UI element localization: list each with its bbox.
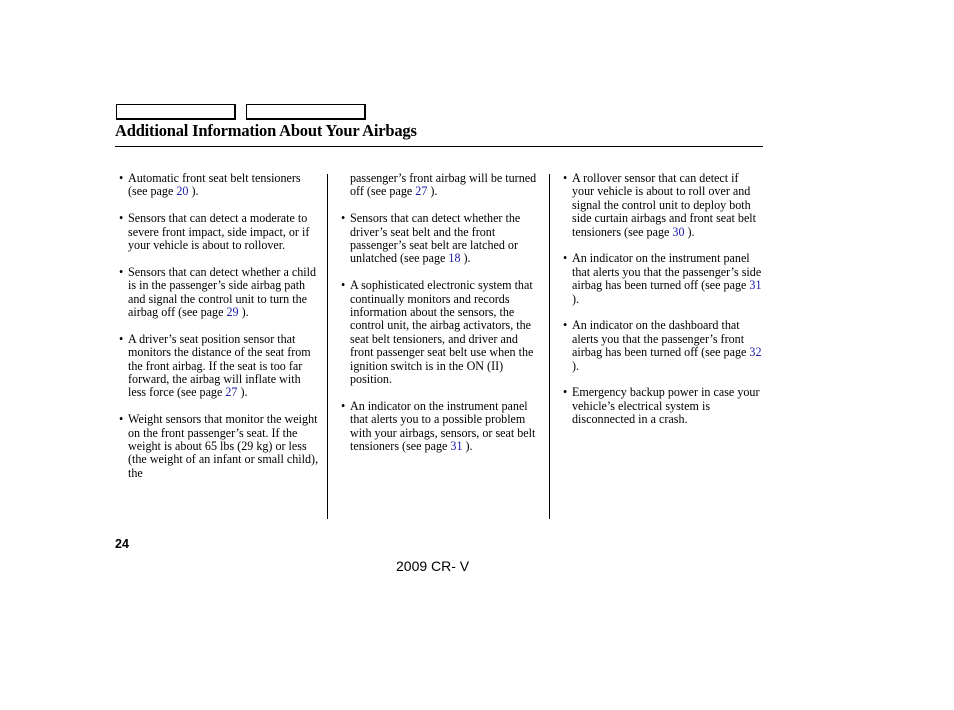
text-column-3 [563,172,763,440]
bullet: • [119,331,124,346]
text-column-2 [341,172,541,467]
page-link[interactable]: 27 [415,184,428,199]
bullet: • [563,318,568,333]
previous-page-button[interactable] [116,104,236,120]
page-link[interactable]: 29 [226,305,239,320]
list-item-continued: passenger’s front airbag will be turned off (see page 27 ). [350,171,537,199]
list-item: • An indicator on the dashboard that alerts you that the passenger’s front airbag has been turned off (see page 32 ). [563,318,762,373]
bullet: • [119,264,124,279]
list-item: • Sensors that can detect a moderate to severe front impact, side impact, or if your vehicle is about to rollover. [119,211,310,253]
bullet: • [341,278,346,293]
list-item: • A rollover sensor that can detect if your vehicle is about to roll over and signal the control unit to deploy both side curtain airbags and front seat belt tensioners (see page 30 ). [563,171,757,239]
page-link[interactable]: 27 [225,385,238,400]
next-page-button[interactable] [246,104,366,120]
page-title: Additional Information About Your Airbags [115,121,417,140]
page-link[interactable]: 20 [176,184,189,199]
footer-model-label: 2009 CR- V [396,558,470,574]
list-item: • Sensors that can detect whether a child is in the passenger’s side airbag path and signal the control unit to turn the airbag off (see page 29 ). [119,264,317,320]
title-divider [115,146,763,147]
bullet: • [563,171,568,185]
column-divider [549,174,550,519]
bullet: • [119,171,124,185]
list-item: • An indicator on the instrument panel that alerts you to a possible problem with your airbags, sensors, or seat belt tensioners (see page 31 ). [341,398,536,454]
page-link[interactable]: 30 [672,224,685,239]
bullet: • [563,385,568,400]
bullet: • [119,211,124,226]
page-link[interactable]: 32 [749,345,762,360]
page-link[interactable]: 31 [749,278,762,293]
bullet: • [119,412,124,427]
list-item: • A driver’s seat position sensor that monitors the distance of the seat from the front airbag. If the seat is too far forward, the airbag will inflate with less force (see page 27 ). [119,331,311,400]
bullet: • [341,211,346,226]
page-number: 24 [115,537,129,551]
list-item: • Automatic front seat belt tensioners (see page 20 ). [119,171,301,199]
list-item: • Emergency backup power in case your vehicle’s electrical system is disconnected in a crash. [563,385,760,427]
list-item: • A sophisticated electronic system that continually monitors and records information about the sensors, the control unit, the airbag activators, the seat belt tensioners, and driver and front passenger seat belt use when the ignition switch is in the ON (II) position. [341,278,534,387]
page-link[interactable]: 31 [450,439,463,454]
bullet: • [563,251,568,266]
list-item: • An indicator on the instrument panel that alerts you that the passenger’s side airbag has been turned off (see page 31 ). [563,251,762,306]
bullet: • [341,398,346,413]
text-column-1 [119,172,319,494]
column-divider [327,174,328,519]
list-item: • Sensors that can detect whether the driver’s seat belt and the front passenger’s seat belt are latched or unlatched (see page 18 ). [341,211,521,266]
list-item: • Weight sensors that monitor the weight on the front passenger’s seat. If the weight is about 65 lbs (29 kg) or less (the weight of an infant or small child), the [119,412,319,480]
page-link[interactable]: 18 [448,251,461,266]
